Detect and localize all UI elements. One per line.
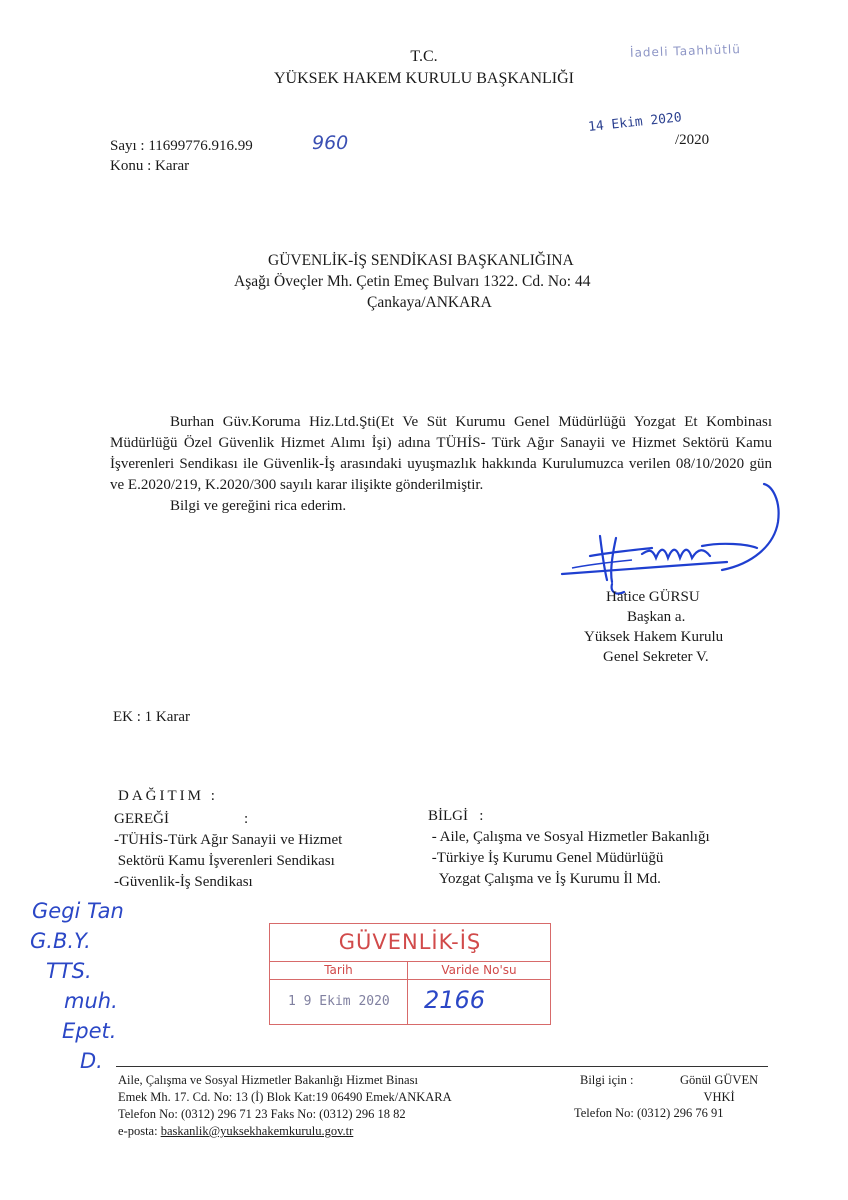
footer-email-link[interactable]: baskanlik@yuksekhakemkurulu.gov.tr (160, 1124, 354, 1138)
distribution-title: DAĞITIM : (118, 788, 218, 804)
handwritten-note: TTS. (46, 959, 92, 983)
received-stamp-title: GÜVENLİK-İŞ (338, 930, 482, 954)
handwritten-number: 960 (312, 132, 349, 154)
signer-block (560, 587, 770, 667)
stamp-date: 1 9 Ekim 2020 (288, 994, 390, 1009)
geregi-item: -TÜHİS-Türk Ağır Sanayii ve Hizmet (114, 832, 343, 848)
geregi-item: -Güvenlik-İş Sendikası (114, 874, 253, 890)
bilgi-item: - Aile, Çalışma ve Sosyal Hizmetler Bakanlığı (428, 829, 710, 845)
stamp-number: 2166 (424, 986, 486, 1014)
handwritten-notes (28, 896, 124, 1076)
recipient-city: Çankaya/ANKARA (367, 294, 492, 311)
body-paragraph: Burhan Güv.Koruma Hiz.Ltd.Şti(Et Ve Süt Kurumu Genel Müdürlüğü Yozgat Et Kombinası Müdürlüğü Özel Güvenlik Hizmet Alımı İşi) adına TÜHİS- Türk Ağır Sanayii ve Hizmet Sektörü Kamu İşverenleri Sendikası ile Güvenlik-İş arasındaki uyuşmazlık hakkında Kurulumuzca verilen 08/10/2020 gün ve E.2020/219, K.2020/300 sayılı karar ilişikte gönderilmiştir. (110, 414, 772, 493)
recipient-address: Aşağı Öveçler Mh. Çetin Emeç Bulvarı 1322. Cd. No: 44 (234, 273, 591, 290)
document-meta (110, 136, 253, 176)
footer-divider (116, 1066, 768, 1067)
letterhead-tc: T.C. (410, 48, 438, 65)
footer-info-phone: Telefon No: (0312) 296 76 91 (574, 1106, 724, 1120)
reference-number: Sayı : 11699776.916.99 (110, 138, 253, 154)
footer-address (118, 1072, 452, 1140)
recipient-block (0, 250, 848, 313)
stamp-date-header: Tarih (324, 963, 353, 977)
footer-info-label: Bilgi için : (580, 1073, 634, 1087)
geregi-header: GEREĞİ : (114, 811, 249, 827)
signer-name: Hatice GÜRSU (606, 589, 700, 605)
bilgi-item: Yozgat Çalışma ve İş Kurumu İl Md. (428, 871, 661, 887)
subject: Konu : Karar (110, 158, 190, 174)
handwritten-note: Gegi Tan (32, 899, 124, 923)
closing-sentence: Bilgi ve gereğini rica ederim. (170, 498, 347, 514)
footer-address-2: Emek Mh. 17. Cd. No: 13 (İ) Blok Kat:19 06490 Emek/ANKARA (118, 1090, 452, 1104)
footer-email-label: e-posta: (118, 1124, 161, 1138)
handwritten-note: D. (80, 1049, 103, 1073)
footer-phones: Telefon No: (0312) 296 71 23 Faks No: (0312) 296 18 82 (118, 1107, 406, 1121)
stamp-number-header: Varide No'su (441, 963, 517, 977)
footer-info-contact (680, 1072, 758, 1106)
letterhead-institution: YÜKSEK HAKEM KURULU BAŞKANLIĞI (274, 70, 574, 87)
attachment-line: EK : 1 Karar (113, 709, 191, 725)
stamp-divider (270, 961, 550, 962)
footer-email-line (118, 1123, 452, 1140)
recipient-name: GÜVENLİK-İŞ SENDİKASI BAŞKANLIĞINA (268, 252, 574, 269)
handwritten-note: muh. (64, 989, 118, 1013)
date-year: /2020 (675, 132, 710, 148)
handwritten-note: Epet. (62, 1019, 117, 1043)
footer-address-1: Aile, Çalışma ve Sosyal Hizmetler Bakanlığı Hizmet Binası (118, 1073, 418, 1087)
bilgi-header: BİLGİ : (428, 808, 484, 824)
footer-info-name: Gönül GÜVEN (680, 1073, 759, 1087)
registered-mail-stamp: İadeli Taahhütlü (629, 42, 742, 60)
signer-title-1: Başkan a. (627, 609, 686, 625)
date-stamp: 14 Ekim 2020 (587, 110, 683, 135)
handwritten-note: G.B.Y. (30, 929, 91, 953)
distribution-bilgi (428, 806, 710, 890)
footer-info-title: VHKİ (703, 1090, 735, 1104)
bilgi-item: -Türkiye İş Kurumu Genel Müdürlüğü (428, 850, 664, 866)
signer-title-2: Yüksek Hakem Kurulu (584, 629, 724, 645)
distribution-geregi (114, 809, 342, 893)
stamp-header-divider (270, 979, 550, 980)
received-stamp (269, 923, 551, 1025)
signer-title-3: Genel Sekreter V. (603, 649, 709, 665)
geregi-item: Sektörü Kamu İşverenleri Sendikası (114, 853, 335, 869)
